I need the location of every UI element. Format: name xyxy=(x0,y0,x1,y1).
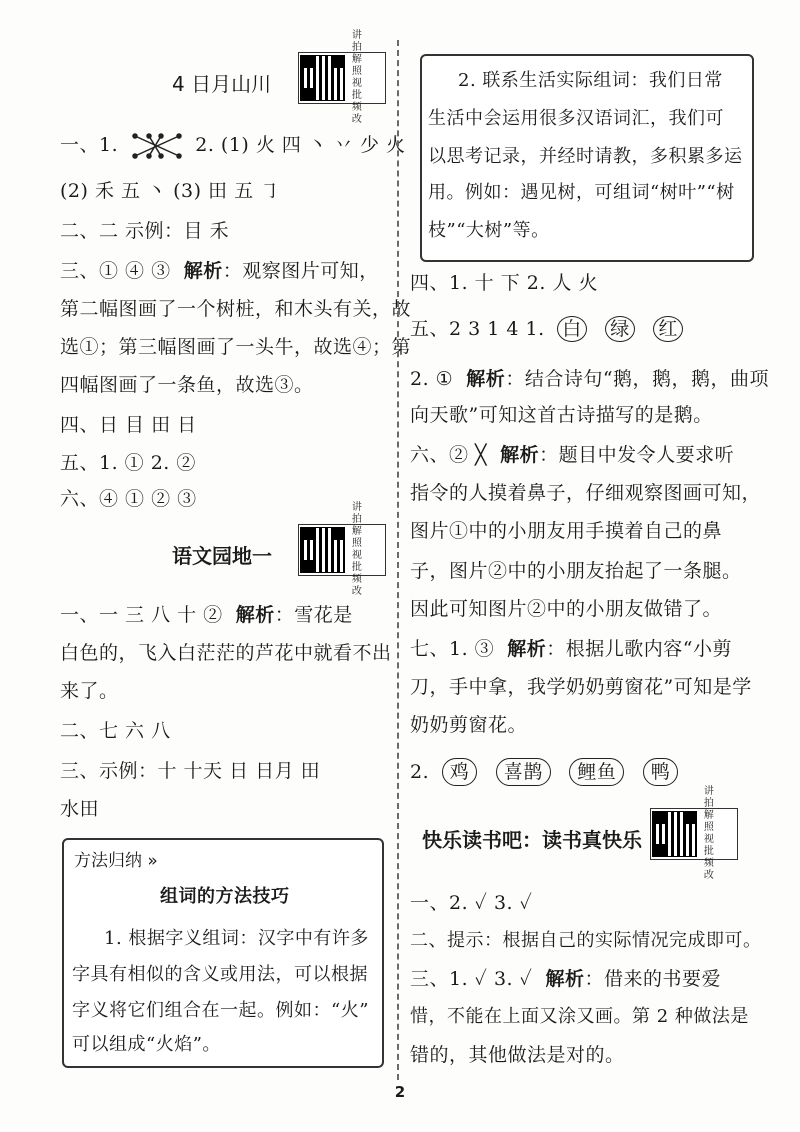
method-summary-box-continued xyxy=(420,54,754,262)
circled-answer: 绿 xyxy=(605,316,635,342)
circled-answer: 鸭 xyxy=(643,758,679,786)
answer-line: 三、示例：十 十天 日 日月 田 xyxy=(60,760,321,782)
circled-answer: 白 xyxy=(557,316,587,342)
answer-line: 选①；第三幅图画了一头牛，故选④；第 xyxy=(60,336,412,358)
method-text: 可以组成“火焰”。 xyxy=(72,1034,221,1055)
circled-answer: 鲤鱼 xyxy=(569,758,624,786)
answer-line: 因此可知图片②中的小朋友做错了。 xyxy=(410,598,723,620)
qr-label: 讲 拍 解 照 视 批 频 改 xyxy=(351,502,362,597)
answer-line: 第二幅图画了一个树桩，和木头有关，故 xyxy=(60,298,412,320)
answer-line: 水田 xyxy=(60,798,100,820)
method-text: 字义将它们组合在一起。例如：“火” xyxy=(72,1000,369,1021)
qr-label: 讲 拍 解 照 视 批 频 改 xyxy=(703,786,714,881)
answer-line: 一、一 三 八 十 ② 解析：雪花是 xyxy=(60,604,353,626)
unit-4-title: 4 日月山川 xyxy=(172,72,272,96)
answer-line: 向天歌”可知这首古诗描写的是鹅。 xyxy=(410,404,713,426)
answer-line: 错的，其他做法是对的。 xyxy=(410,1044,625,1066)
method-text: 字具有相似的含义或用法，可以根据 xyxy=(72,964,368,985)
answer-line: 二、七 六 八 xyxy=(60,720,171,742)
answer-line: 六、④ ① ② ③ xyxy=(60,488,197,510)
answer-line: 子，图片②中的小朋友抬起了一条腿。 xyxy=(410,560,742,582)
answer-line: 刀，手中拿，我学奶奶剪窗花”可知是学 xyxy=(410,676,752,698)
answer-line: 来了。 xyxy=(60,680,119,702)
answer-line: 三、① ④ ③ 解析：观察图片可知， xyxy=(60,260,379,282)
answer-line: 惜，不能在上面又涂又画。第 2 种做法是 xyxy=(410,1006,749,1027)
answer-line: 四、日 目 田 日 xyxy=(60,414,197,436)
answer-line: 白色的，飞入白茫茫的芦花中就看不出 xyxy=(60,642,392,664)
garden-title: 语文园地一 xyxy=(172,544,272,568)
answer-line: 五、2 3 1 4 1. 白 绿 红 xyxy=(410,316,689,342)
method-text: 生活中会运用很多汉语词汇，我们可 xyxy=(428,108,724,129)
answer-line: 二、提示：根据自己的实际情况完成即可。 xyxy=(410,930,762,951)
qr-code-unit4[interactable] xyxy=(298,30,386,125)
answer-line: 奶奶剪窗花。 xyxy=(410,714,528,736)
method-summary-box xyxy=(62,838,384,1068)
answer-line: 一、2. ✓ 3. ✓ xyxy=(410,892,533,914)
answer-line: 五、1. ① 2. ② xyxy=(60,452,196,474)
answer-line: 2. ① 解析：结合诗句“鹅，鹅，鹅，曲项 xyxy=(410,368,770,390)
method-text: 以思考记录，并经时请教，多积累多运 xyxy=(428,146,743,167)
qr-code-icon xyxy=(301,56,344,100)
answer-line: 2. 鸡 喜鹊 鲤鱼 鸭 xyxy=(410,758,684,786)
column-divider xyxy=(397,40,399,1080)
qr-label: 讲 拍 解 照 视 批 频 改 xyxy=(351,30,362,125)
answer-line: 一、1. 2. (1) 火 四 丶 丷 少 火 xyxy=(60,132,406,160)
answer-line: 指令的人摸着鼻子，仔细观察图画可知， xyxy=(410,482,762,504)
method-text: 2. 联系生活实际组词：我们日常 xyxy=(458,70,723,91)
matching-lines-icon xyxy=(131,132,183,160)
qr-code-reading[interactable] xyxy=(650,786,738,881)
answer-line: 四幅图画了一条鱼，故选③。 xyxy=(60,374,314,396)
method-box-title: 组词的方法技巧 xyxy=(160,886,290,907)
answer-line: 四、1. 十 下 2. 人 火 xyxy=(410,272,598,294)
circled-answer: 鸡 xyxy=(442,758,478,786)
method-text: 枝”“大树”等。 xyxy=(428,220,550,241)
qr-code-icon xyxy=(653,812,696,856)
method-box-header: 方法归纳 » xyxy=(74,851,158,871)
circled-answer: 红 xyxy=(653,316,683,342)
answer-line: 图片①中的小朋友用手摸着自己的鼻 xyxy=(410,520,723,542)
method-text: 1. 根据字义组词：汉字中有许多 xyxy=(104,928,369,949)
answer-line: (2) 禾 五 丶 (3) 田 五 ㇆ xyxy=(60,180,280,202)
circled-answer: 喜鹊 xyxy=(496,758,551,786)
page-number: 2 xyxy=(394,1083,406,1101)
answer-line: 七、1. ③ 解析：根据儿歌内容“小剪 xyxy=(410,638,732,660)
answer-line: 六、② ╳ 解析：题目中发令人要求听 xyxy=(410,444,735,466)
reading-section-title: 快乐读书吧：读书真快乐 xyxy=(422,828,642,852)
qr-code-garden[interactable] xyxy=(298,502,386,597)
method-text: 用。例如：遇见树，可组词“树叶”“树 xyxy=(428,182,735,203)
answer-line: 三、1. ✓ 3. ✓ 解析：借来的书要爱 xyxy=(410,968,722,990)
qr-code-icon xyxy=(301,528,344,572)
answer-line: 二、二 示例：目 禾 xyxy=(60,220,230,242)
